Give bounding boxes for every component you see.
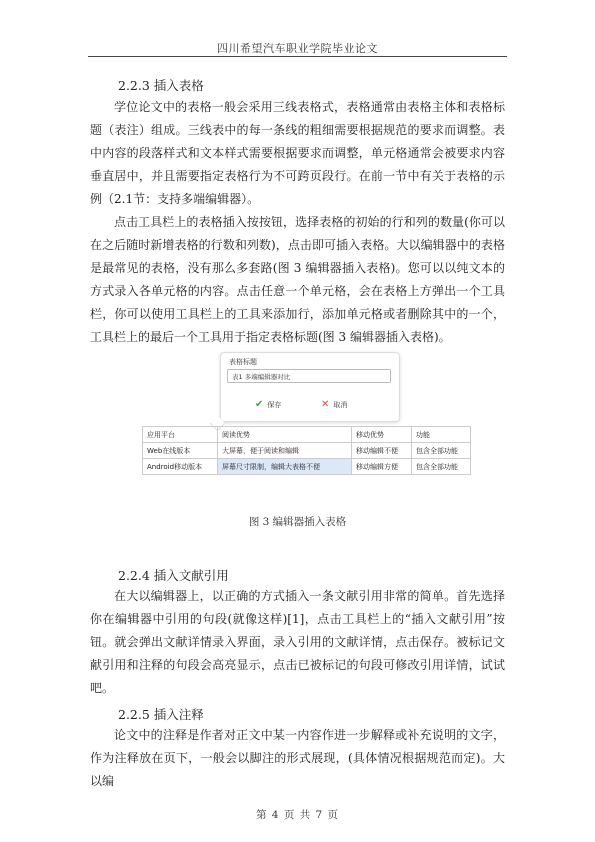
editor-table-figure bbox=[142, 352, 472, 498]
table-cell[interactable]: 包含全部功能 bbox=[412, 443, 471, 459]
editor-comparison-table bbox=[142, 426, 471, 475]
section-heading-2-2-5: 2.2.5 插入注释 bbox=[118, 707, 204, 722]
paragraph: 在大以编辑器上，以正确的方式插入一条文献引用非常的简单。首先选择你在编辑器中引用的句段(就像这样)[1]，点击工具栏上的“插入文献引用”按钮。就会弹出文献详情录入界面，录入引用的文献详情，点击保存。被标记文献引用和注释的句段会高亮显示，点击已被标记的句段可修改引用详情，试试吧。 bbox=[90, 589, 505, 695]
close-icon: ✕ bbox=[321, 399, 330, 410]
table-cell-selected[interactable]: 屏幕尺寸限制，编辑大表格不便 bbox=[218, 459, 352, 475]
check-icon: ✔ bbox=[255, 399, 264, 410]
cancel-button[interactable] bbox=[321, 399, 347, 410]
table-row bbox=[143, 427, 471, 443]
table-cell[interactable]: 移动优势 bbox=[352, 427, 412, 443]
save-label: 保存 bbox=[267, 400, 282, 409]
table-cell[interactable]: Android移动版本 bbox=[143, 459, 218, 475]
table-row bbox=[143, 443, 471, 459]
running-header: 四川希望汽车职业学院毕业论文 bbox=[217, 42, 378, 55]
table-cell[interactable]: 包含全部功能 bbox=[412, 459, 471, 475]
section-heading-2-2-3: 2.2.3 插入表格 bbox=[118, 78, 204, 93]
save-button[interactable] bbox=[255, 399, 281, 410]
page-footer: 第 4 页 共 7 页 bbox=[255, 809, 340, 821]
caption-input[interactable]: 表1 多端编辑器对比 bbox=[227, 369, 391, 383]
paragraph: 论文中的注释是作者对正文中某一内容作进一步解释或补充说明的文字，作为注释放在页下，一般会以脚注的形式展现，(具体情况根据规范而定)。大以编 bbox=[90, 728, 505, 788]
table-cell[interactable]: 大屏幕，便于阅读和编辑 bbox=[218, 443, 352, 459]
table-cell[interactable]: 移动编辑方便 bbox=[352, 459, 412, 475]
table-cell[interactable]: 阅读优势 bbox=[218, 427, 352, 443]
table-cell[interactable]: Web在线版本 bbox=[143, 443, 218, 459]
paragraph: 点击工具栏上的表格插入按按钮，选择表格的初始的行和列的数量(你可以在之后随时新增表格的行数和列数)，点击即可插入表格。大以编辑器中的表格是最常见的表格，没有那么多套路(图 3 编辑器插入表格)。您可以以纯文本的方式录入各单元格的内容。点击任意一个单元格，会在表格上方弹出一个工具栏，你可以使用工具栏上的工具来添加行，添加单元格或者删除其中的一个，工具栏上的最后一个工具用于指定表格标题(图 3 编辑器插入表格)。 bbox=[90, 215, 505, 344]
table-caption-popup bbox=[220, 352, 400, 422]
popup-title: 表格标题 bbox=[229, 358, 257, 366]
table-cell[interactable]: 移动编辑不便 bbox=[352, 443, 412, 459]
figure-caption: 图 3 编辑器插入表格 bbox=[248, 516, 347, 528]
table-cell[interactable]: 功能 bbox=[412, 427, 471, 443]
section-heading-2-2-4: 2.2.4 插入文献引用 bbox=[118, 568, 229, 583]
cancel-label: 取消 bbox=[333, 400, 348, 409]
paragraph: 学位论文中的表格一般会采用三线表格式，表格通常由表格主体和表格标题（表注）组成。三线表中的每一条线的粗细需要根据规范的要求而调整。表中内容的段落样式和文本样式需要根据要求而调整，单元格通常会被要求内容垂直居中，并且需要指定表格行为不可跨页段行。在前一节中有关于表格的示例（2.1节：支持多端编辑器）。 bbox=[90, 100, 505, 206]
header-rule bbox=[88, 56, 507, 57]
table-row bbox=[143, 459, 471, 475]
table-cell[interactable]: 应用平台 bbox=[143, 427, 218, 443]
